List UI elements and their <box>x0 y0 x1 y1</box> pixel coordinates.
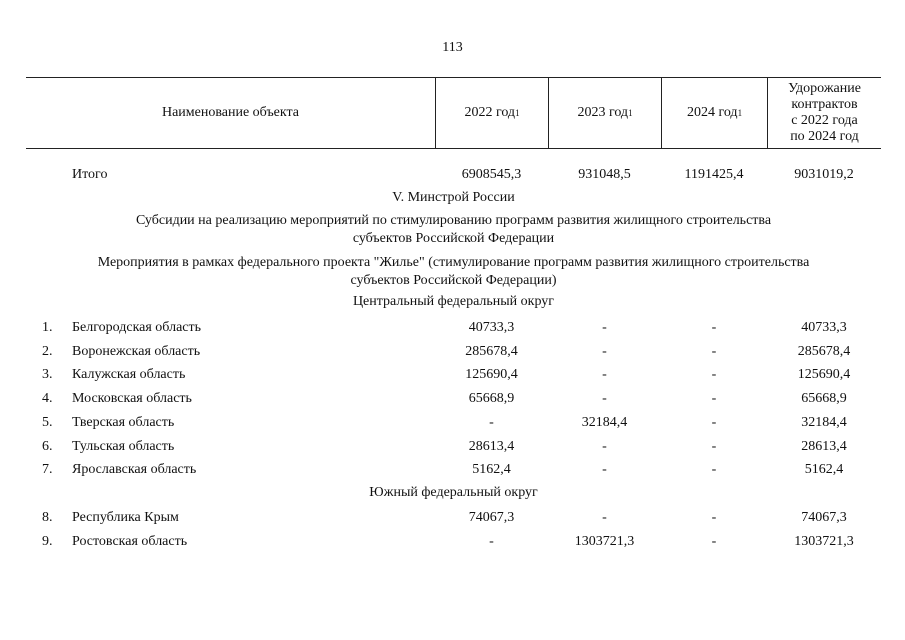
row-2022: 285678,4 <box>465 343 518 359</box>
total-2024: 1191425,4 <box>684 167 744 182</box>
section-project-line: Мероприятия в рамках федерального проекта "Жилье" (стимулирование программ развития жилищного строительства <box>97 255 810 270</box>
row-2022: 5162,4 <box>472 462 511 478</box>
header-increase <box>767 78 881 148</box>
row-name: Калужская область <box>72 367 186 383</box>
header-2022: 2022 год 1 <box>435 78 548 148</box>
row-name: Ярославская область <box>72 462 197 478</box>
row-2022: 125690,4 <box>465 367 518 383</box>
row-number: 4. <box>42 391 53 407</box>
row-number: 1. <box>42 320 53 335</box>
header-increase-line: контрактов <box>791 97 858 112</box>
table-row <box>26 437 881 457</box>
row-increase: 285678,4 <box>797 343 851 359</box>
table-row <box>26 365 881 385</box>
row-increase: 125690,4 <box>797 367 851 383</box>
section-subsidy <box>26 212 881 248</box>
row-2024: - <box>711 391 717 407</box>
row-2023: - <box>602 391 607 407</box>
row-name: Тульская область <box>72 438 175 454</box>
row-2024: - <box>711 320 717 335</box>
table-row <box>26 389 881 409</box>
row-increase: 74067,3 <box>801 510 847 525</box>
row-name: Воронежская область <box>72 343 201 359</box>
header-2024-label: 2024 год <box>686 105 738 120</box>
row-increase: 28613,4 <box>801 438 847 454</box>
district-central: Центральный федеральный округ <box>352 294 555 309</box>
header-name-label: Наименование объекта <box>161 105 300 120</box>
row-name: Республика Крым <box>72 510 179 525</box>
section-subsidy-line: субъектов Российской Федерации <box>352 231 555 246</box>
total-2022: 6908545,3 <box>461 167 522 182</box>
row-name: Московская область <box>72 391 192 407</box>
section-ministry: V. Минстрой России <box>392 190 515 205</box>
row-2023: - <box>602 510 607 525</box>
table-row <box>26 413 881 433</box>
row-name: Тверская область <box>72 414 175 430</box>
table-row <box>26 508 881 528</box>
section-subsidy-line: Субсидии на реализацию мероприятий по стимулированию программ развития жилищного строительства <box>135 213 772 228</box>
row-2024: - <box>711 510 717 525</box>
header-increase-line: по 2024 год <box>790 129 859 144</box>
row-number: 2. <box>42 343 53 359</box>
row-2023: - <box>602 367 607 383</box>
table-header <box>26 77 881 149</box>
row-2022: 74067,3 <box>468 510 515 525</box>
row-2024: - <box>711 414 717 430</box>
row-increase: 65668,9 <box>801 391 847 407</box>
row-2022: - <box>489 414 494 430</box>
table-row <box>26 532 881 552</box>
header-increase-line: Удорожание <box>788 81 861 96</box>
row-2022: - <box>489 534 494 549</box>
district-south: Южный федеральный округ <box>369 485 538 500</box>
header-2022-label: 2022 год <box>464 105 516 120</box>
row-2022: 28613,4 <box>468 438 515 454</box>
header-2023: 2023 год 1 <box>548 78 661 148</box>
row-2023: - <box>602 320 607 335</box>
total-2023: 931048,5 <box>578 167 631 182</box>
row-2022: 65668,9 <box>468 391 515 407</box>
table-row <box>26 318 881 338</box>
header-2024: 2024 год 1 <box>661 78 767 148</box>
row-2023: - <box>602 438 607 454</box>
row-increase: 32184,4 <box>801 414 847 430</box>
row-2024: - <box>711 462 717 478</box>
row-2023: - <box>602 343 607 359</box>
row-2024: - <box>711 343 717 359</box>
row-increase: 40733,3 <box>801 320 847 335</box>
row-2023: 32184,4 <box>581 414 628 430</box>
row-increase: 5162,4 <box>804 462 844 478</box>
row-2023: - <box>602 462 607 478</box>
row-2024: - <box>711 438 717 454</box>
table-row <box>26 460 881 480</box>
header-increase-line: с 2022 года <box>791 113 858 128</box>
header-name <box>26 78 435 148</box>
row-2023: 1303721,3 <box>574 534 635 549</box>
total-increase: 9031019,2 <box>794 167 854 182</box>
row-increase: 1303721,3 <box>794 534 854 549</box>
total-row <box>26 165 881 185</box>
row-number: 7. <box>42 462 53 478</box>
header-2023-label: 2023 год <box>577 105 629 120</box>
section-project <box>26 254 881 290</box>
row-number: 8. <box>42 510 53 525</box>
row-number: 5. <box>42 414 53 430</box>
row-name: Ростовская область <box>72 534 188 549</box>
total-label: Итого <box>72 167 108 182</box>
subsidy-table <box>26 77 881 549</box>
row-number: 9. <box>42 534 53 549</box>
row-number: 3. <box>42 367 53 383</box>
row-2024: - <box>711 367 717 383</box>
row-number: 6. <box>42 438 53 454</box>
row-2024: - <box>711 534 717 549</box>
section-project-line: субъектов Российской Федерации) <box>350 273 557 288</box>
row-name: Белгородская область <box>72 320 202 335</box>
page-number: 113 <box>442 40 463 55</box>
row-2022: 40733,3 <box>468 320 515 335</box>
table-row <box>26 342 881 362</box>
